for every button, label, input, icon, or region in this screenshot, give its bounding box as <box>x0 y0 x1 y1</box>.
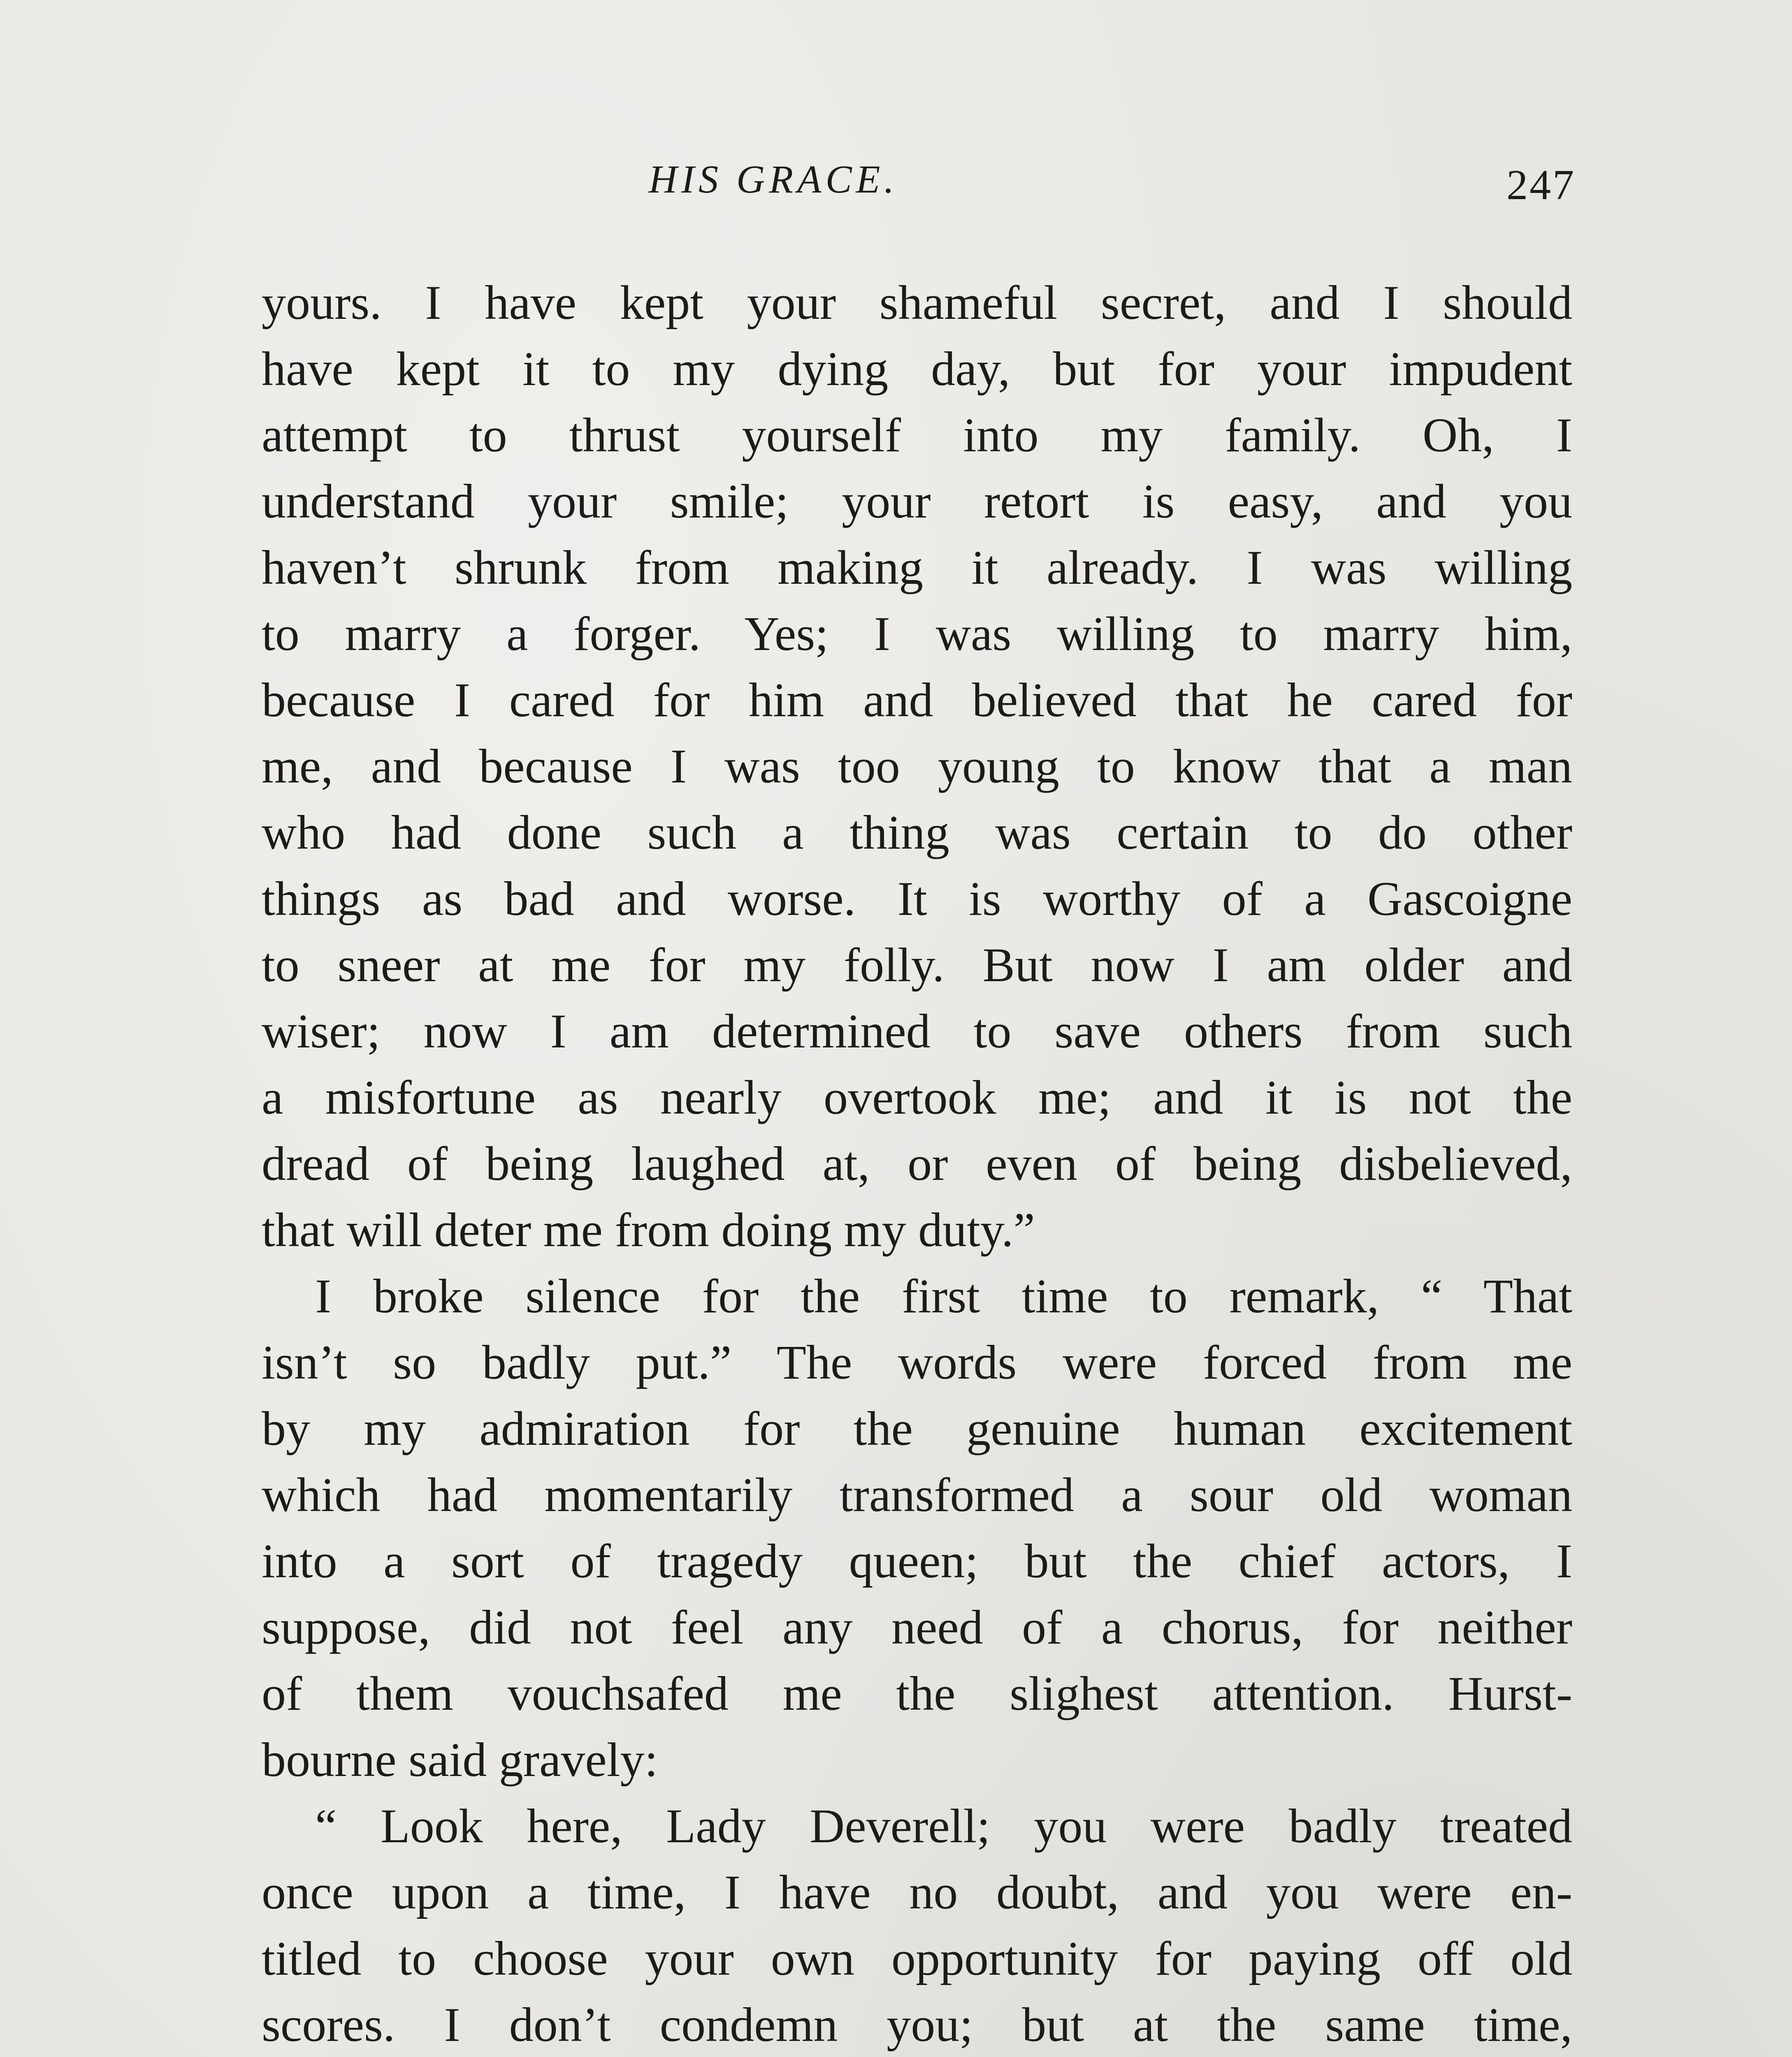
page-number: 247 <box>1506 161 1576 209</box>
text-line: things as bad and worse. It is worthy of a Gascoigne <box>262 872 1572 926</box>
text-line: because I cared for him and believed that he cared for <box>262 673 1572 727</box>
text-line: I broke silence for the first time to remark, “ That <box>315 1269 1572 1323</box>
text-line: into a sort of tragedy queen; but the chief actors, I <box>262 1534 1572 1588</box>
text-line: to sneer at me for my folly. But now I am older and <box>262 938 1572 992</box>
text-line: yours. I have kept your shameful secret, and I should <box>262 276 1572 330</box>
text-line: haven’t shrunk from making it already. I was willing <box>262 541 1572 594</box>
text-line: which had momentarily transformed a sour old woman <box>262 1468 1572 1522</box>
text-line: by my admiration for the genuine human excitement <box>262 1402 1572 1456</box>
text-line: scores. I don’t condemn you; but at the same time, <box>262 1998 1572 2052</box>
text-line: titled to choose your own opportunity for paying off old <box>262 1932 1572 1985</box>
text-line: of them vouchsafed me the slighest attention. Hurst- <box>262 1667 1572 1720</box>
text-line: once upon a time, I have no doubt, and you were en- <box>262 1865 1572 1919</box>
text-line: to marry a forger. Yes; I was willing to marry him, <box>262 607 1572 661</box>
text-line: that will deter me from doing my duty.” <box>262 1203 1035 1257</box>
text-line: understand your smile; your retort is easy, and you <box>262 474 1572 528</box>
text-line: attempt to thrust yourself into my family. Oh, I <box>262 408 1572 462</box>
text-line: dread of being laughed at, or even of being disbelieved, <box>262 1137 1572 1191</box>
text-line: “ Look here, Lady Deverell; you were badly treated <box>315 1799 1572 1853</box>
text-line: bourne said gravely: <box>262 1733 658 1787</box>
text-line: isn’t so badly put.” The words were forced from me <box>262 1335 1572 1389</box>
running-title: HIS GRACE. <box>648 157 898 201</box>
text-line: me, and because I was too young to know that a man <box>262 739 1572 793</box>
text-line: have kept it to my dying day, but for your impudent <box>262 342 1572 396</box>
text-line: a misfortune as nearly overtook me; and it is not the <box>262 1070 1572 1124</box>
text-line: suppose, did not feel any need of a chorus, for neither <box>262 1600 1572 1654</box>
text-line: wiser; now I am determined to save others from such <box>262 1004 1572 1058</box>
body-text <box>262 269 1572 2057</box>
text-line: who had done such a thing was certain to do other <box>262 806 1572 859</box>
running-head <box>259 156 1576 218</box>
